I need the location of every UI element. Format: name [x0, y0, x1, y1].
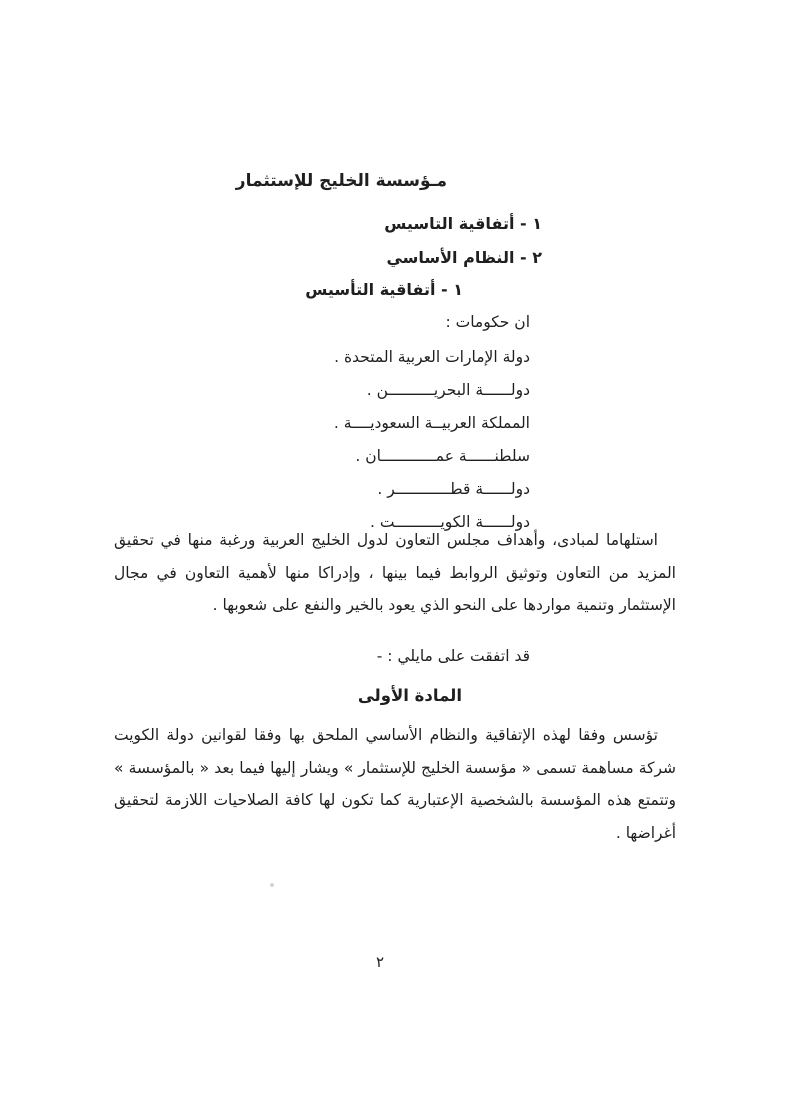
document-title: مـؤسسة الخليج للإستثمار — [235, 171, 447, 191]
preamble-paragraph: استلهاما لمبادى، وأهداف مجلس التعاون لدول الخليج العربية ورغبة منها في تحقيق المزيد من التعاون وتوثيق الروابط فيما بينها ، وإدراكا منها لأهمية التعاون في مجال الإستثمار وتنمية مواردها على النحو الذي يعود بالخير والنفع على شعوبها . — [114, 531, 676, 614]
article-one-body: تؤسس وفقا لهذه الإتفاقية والنظام الأساسي الملحق بها وفقا لقوانين دولة الكويت شركة مساهمة تسمى « مؤسسة الخليج للإستثمار » ويشار إليها فيما بعد « بالمؤسسة » وتتمتع هذه المؤسسة بالشخصية الإعتبارية كما تكون لها كافة الصلاحيات اللازمة لتحقيق أغراضها . — [114, 726, 676, 842]
country-line-oman: سلطنــــــة عمــــــــــــان . — [355, 447, 530, 465]
section-heading-founding-agreement: ١ - أتفاقية التأسيس — [305, 280, 463, 299]
toc-item-founding-agreement: ١ - أتفاقية التاسيس — [384, 214, 542, 233]
toc-item-basic-statute: ٢ - النظام الأساسي — [386, 248, 542, 267]
article-one-heading: المادة الأولى — [357, 686, 462, 705]
page-number: ٢ — [376, 953, 385, 971]
country-line-uae: دولة الإمارات العربية المتحدة . — [334, 348, 530, 366]
country-line-saudi: المملكة العربيــة السعوديــــة . — [333, 414, 530, 432]
scan-artifact-speck — [270, 883, 274, 887]
country-line-bahrain: دولــــــة البحريــــــــــن . — [366, 381, 530, 399]
signatory-countries-list — [334, 341, 530, 539]
agreed-on-following-line: قد اتفقت على مايلي : - — [376, 647, 530, 665]
country-line-qatar: دولــــــة قطــــــــــــر . — [377, 480, 530, 498]
governments-intro-line: ان حكومات : — [445, 313, 530, 331]
country-line-kuwait: دولــــــة الكويــــــــــت . — [370, 513, 530, 531]
